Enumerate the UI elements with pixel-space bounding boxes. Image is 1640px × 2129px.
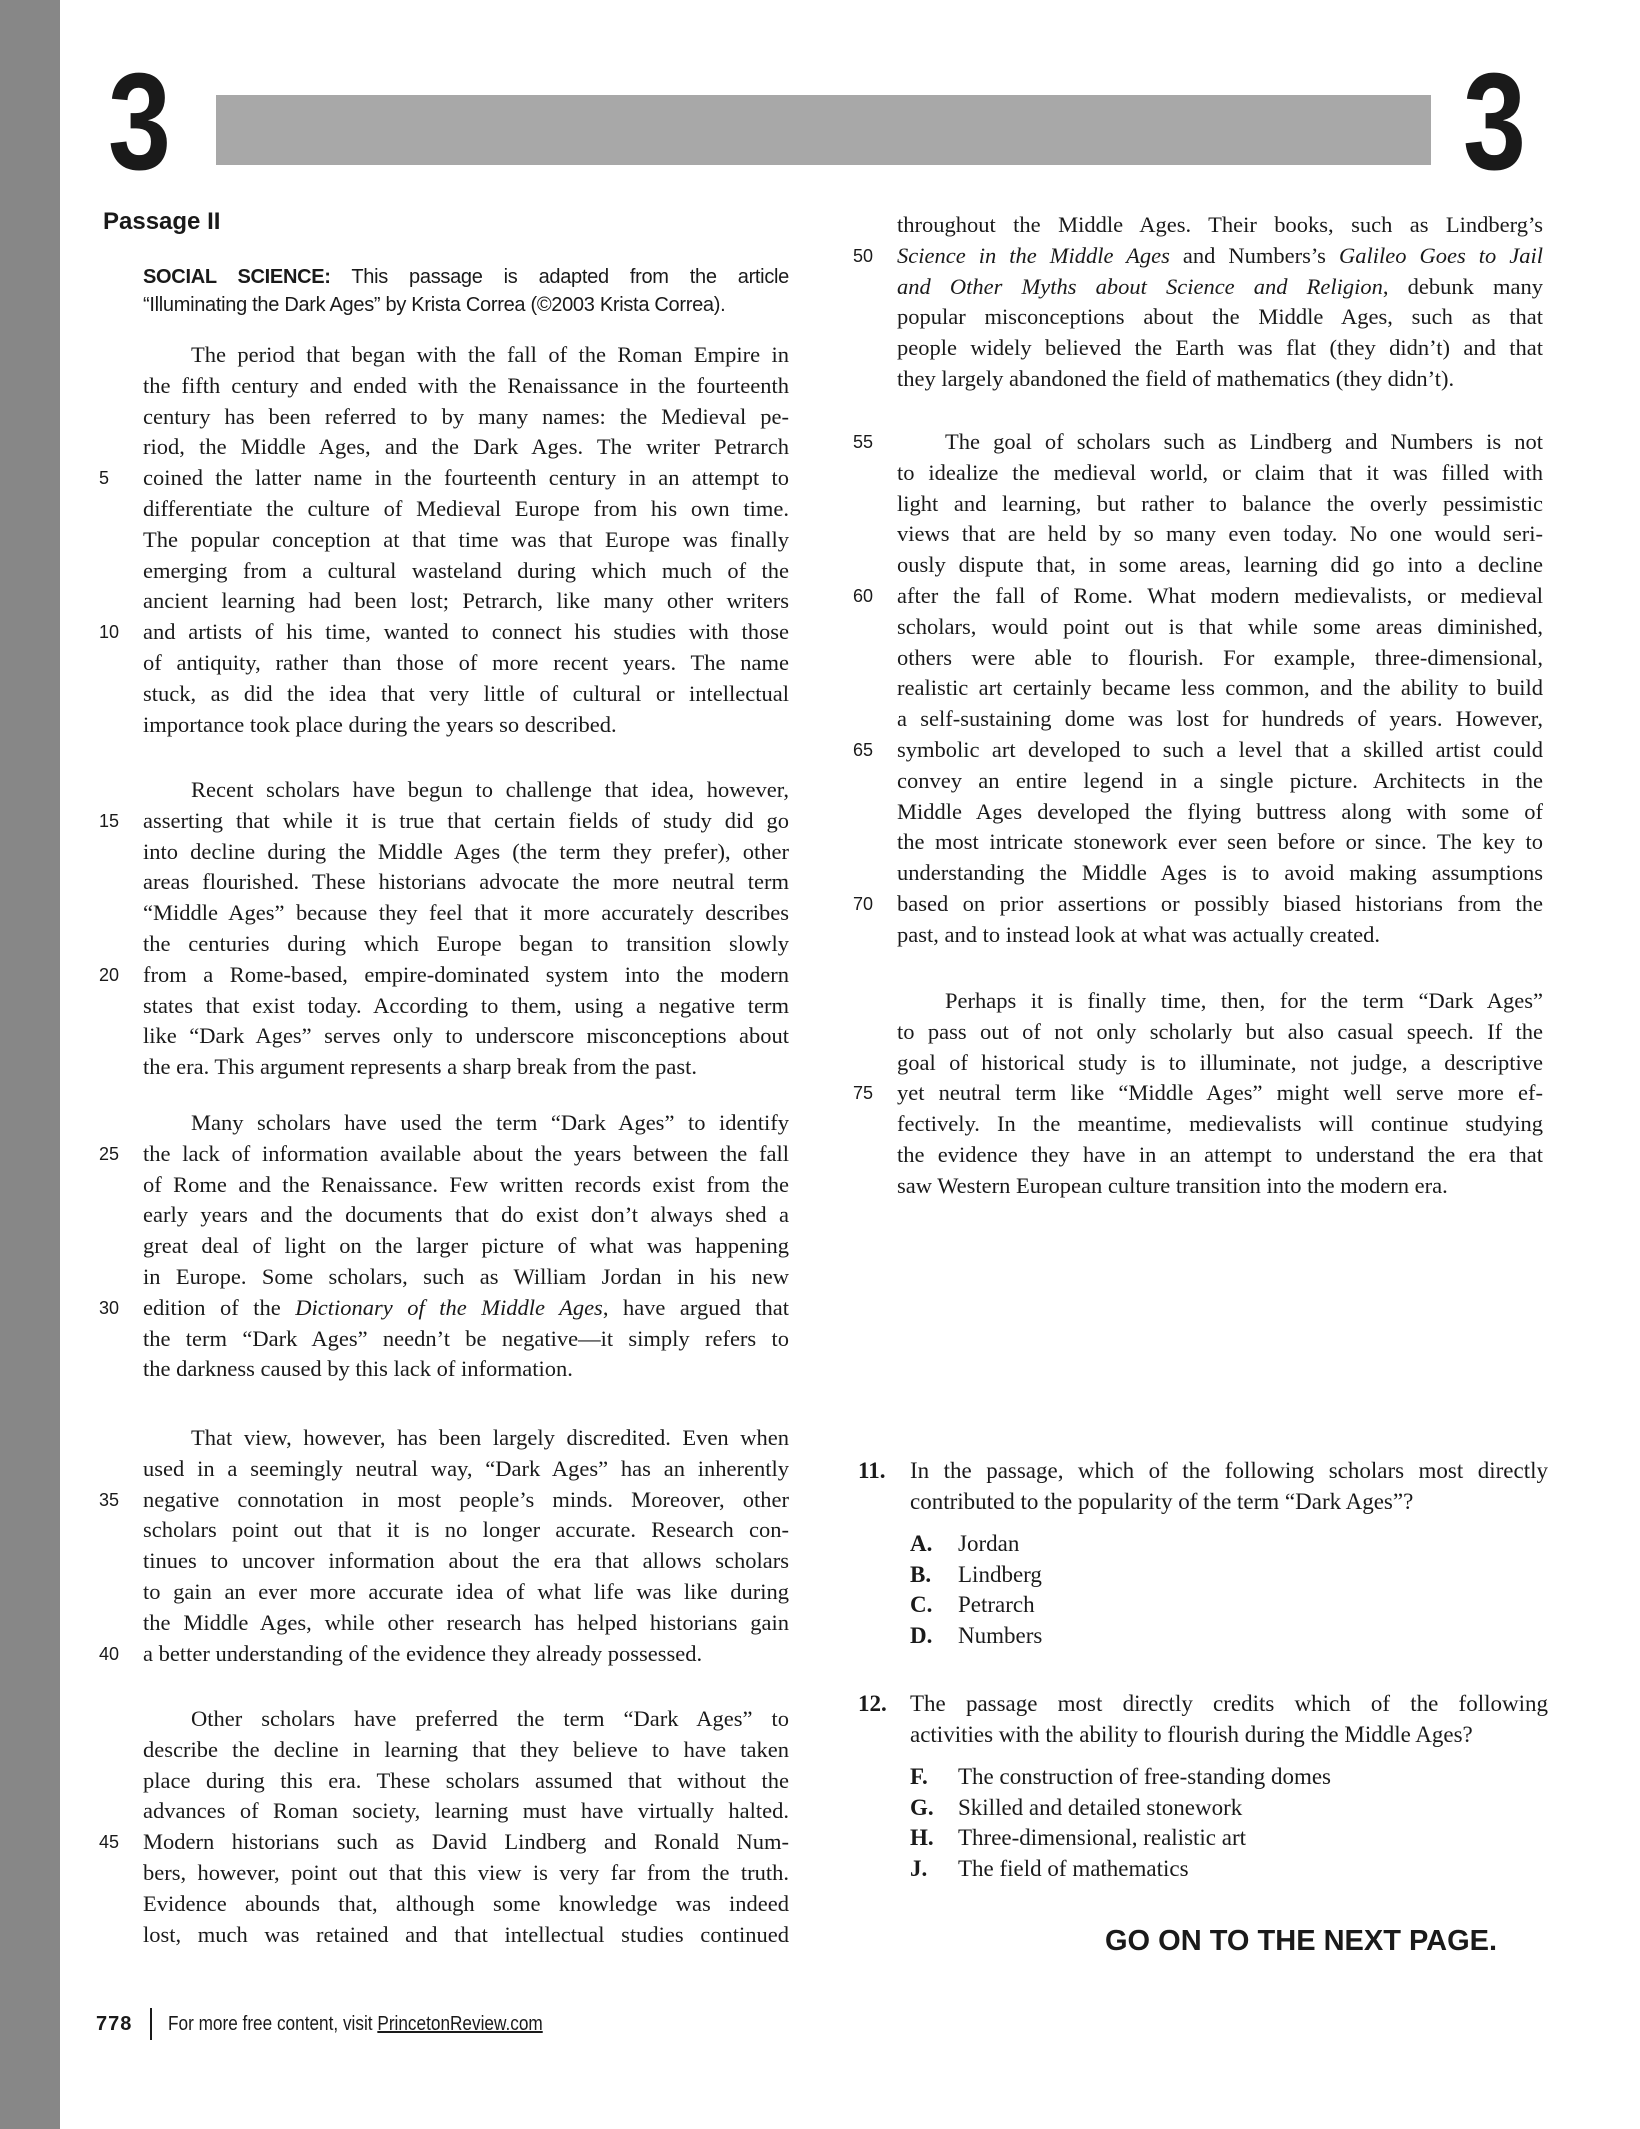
footer-promo-text: For more free content, visit: [167, 2012, 378, 2035]
line-text: throughout the Middle Ages. Their books, such as Lindberg’s: [897, 212, 1543, 237]
line-number: 35: [99, 1489, 120, 1510]
question-stem: contributed to the popularity of the term “Dark Ages”?: [910, 1489, 1414, 1514]
passage-line: [897, 458, 1543, 489]
line-text: importance took place during the years so described.: [143, 711, 617, 737]
question-stem: The passage most directly credits which of the following: [910, 1691, 1548, 1716]
passage-line: [897, 1017, 1543, 1048]
italic-title: Science in the Middle Ages: [897, 242, 1170, 268]
passage-line: [143, 1200, 789, 1231]
passage-line: [897, 766, 1543, 797]
passage-line: [897, 364, 1543, 395]
option-letter: A.: [910, 1531, 933, 1556]
passage-line: [143, 775, 789, 806]
answer-option[interactable]: [910, 1854, 1548, 1885]
passage-line: [897, 673, 1543, 704]
paragraph: [853, 210, 1544, 395]
line-text: goal of historical study is to illuminate, not judge, a descriptive: [897, 1049, 1543, 1075]
line-text: in Europe. Some scholars, such as William Jordan in his new: [143, 1263, 789, 1289]
answer-option[interactable]: [910, 1823, 1548, 1854]
passage-line: [853, 735, 1543, 766]
option-text: Numbers: [958, 1622, 1043, 1648]
line-number: 15: [99, 810, 120, 831]
line-text: areas flourished. These historians advocate the more neutral term: [143, 869, 789, 895]
passage-line: [143, 371, 789, 402]
line-text: tinues to uncover information about the era that allows scholars: [143, 1548, 789, 1574]
line-text: describe the decline in learning that they believe to have taken: [143, 1736, 789, 1762]
passage-line: [143, 837, 789, 868]
passage-line: [99, 617, 789, 648]
passage-line: [143, 1704, 789, 1735]
line-text: scholars point out that it is no longer accurate. Research con-: [143, 1517, 789, 1543]
question-stem: In the passage, which of the following scholars most directly: [910, 1458, 1548, 1483]
passage-line: [897, 797, 1543, 828]
line-text: popular misconceptions about the Middle Ages, such as that: [897, 304, 1543, 330]
line-text: the centuries during which Europe began to transition slowly: [143, 930, 789, 956]
italic-title: Dictionary of the Middle Ages: [295, 1294, 603, 1320]
passage-line: [897, 550, 1543, 581]
line-text: to idealize the medieval world, or claim that it was filled with: [897, 459, 1543, 485]
line-text: they largely abandoned the field of mathematics (they didn’t).: [897, 365, 1455, 391]
passage-line: [143, 1889, 789, 1920]
line-text: negative connotation in most people’s minds. Moreover, other: [143, 1486, 789, 1512]
line-number: 55: [853, 432, 874, 452]
passage-line: [897, 920, 1543, 951]
passage-line: [143, 867, 789, 898]
passage-line: [143, 679, 789, 710]
line-text: ancient learning had been lost; Petrarch, like many other writers: [143, 588, 789, 614]
question-stem: activities with the ability to flourish during the Middle Ages?: [910, 1722, 1473, 1747]
line-text: the lack of information available about the years between the fall: [143, 1140, 789, 1166]
line-text: a self-sustaining dome was lost for hundreds of years. However,: [897, 706, 1543, 732]
line-text: Other scholars have preferred the term “Dark Ages” to: [191, 1706, 789, 1731]
line-text: The popular conception at that time was that Europe was finally: [143, 526, 789, 552]
line-number: 5: [99, 468, 110, 489]
passage-line: [99, 1639, 789, 1670]
line-text: of Rome and the Renaissance. Few written records exist from the: [143, 1171, 789, 1197]
line-text: to gain an ever more accurate idea of what life was like during: [143, 1578, 789, 1604]
page-number: 778: [96, 2012, 133, 2035]
passage-line: [99, 1293, 789, 1324]
option-text: The field of mathematics: [958, 1855, 1189, 1881]
line-text: the era. This argument represents a sharp break from the past.: [143, 1054, 697, 1080]
paragraph: [853, 427, 1543, 951]
paragraph: [99, 1423, 789, 1669]
line-number: 70: [853, 893, 874, 914]
passage-line: [853, 581, 1543, 612]
line-number: 60: [853, 585, 874, 606]
passage-line: [897, 986, 1543, 1017]
answer-option[interactable]: [910, 1560, 1548, 1591]
passage-line: [143, 556, 789, 587]
passage-line: [99, 806, 789, 837]
line-text: past, and to instead look at what was actually created.: [897, 921, 1380, 947]
line-text: used in a seemingly neutral way, “Dark Ages” has an inherently: [143, 1455, 789, 1481]
passage-line: [897, 1048, 1543, 1079]
answer-option[interactable]: [910, 1621, 1548, 1652]
line-text: emerging from a cultural wasteland during which much of the: [143, 557, 789, 583]
paragraph: [99, 775, 789, 1083]
line-text: convey an entire legend in a single picture. Architects in the: [897, 767, 1543, 793]
italic-title: Galileo Goes to Jail: [1338, 242, 1544, 268]
line-text: coined the latter name in the fourteenth century in an attempt to: [143, 465, 789, 491]
line-number: 50: [853, 245, 874, 266]
passage-line: [99, 1827, 789, 1858]
passage-line: [853, 889, 1543, 920]
line-text: Modern historians such as David Lindberg and Ronald Num-: [143, 1829, 789, 1855]
line-text: lost, much was retained and that intellectual studies continued: [143, 1921, 789, 1947]
passage-line: [143, 710, 789, 741]
option-text: The construction of free-standing domes: [958, 1764, 1331, 1789]
line-text: the most intricate stonework ever seen before or since. The key to: [897, 829, 1543, 855]
passage-line: [897, 302, 1543, 333]
line-text: Many scholars have used the term “Dark Ages” to identify: [191, 1110, 789, 1135]
line-text: the fifth century and ended with the Renaissance in the fourteenth: [143, 372, 789, 398]
passage-line: [143, 1608, 789, 1639]
paragraph: [853, 986, 1543, 1202]
paragraph: [99, 340, 789, 740]
option-text: Three-dimensional, realistic art: [958, 1825, 1247, 1850]
passage-line: [143, 1423, 789, 1454]
passage-line: [143, 586, 789, 617]
passage-line: [143, 432, 789, 463]
passage-line: [143, 1324, 789, 1355]
answer-option[interactable]: [910, 1793, 1548, 1824]
line-text: light and learning, but rather to balance the overly pessimistic: [897, 490, 1543, 516]
passage-line: [897, 519, 1543, 550]
intro-text-line2: “Illuminating the Dark Ages” by Krista Correa (©2003 Krista Correa).: [143, 294, 726, 316]
paragraph: [99, 1704, 789, 1950]
intro-text-line1: This passage is adapted from the article: [330, 266, 789, 288]
line-text: That view, however, has been largely discredited. Even when: [191, 1425, 789, 1450]
line-text: great deal of light on the larger picture of what was happening: [143, 1233, 789, 1259]
line-text: from a Rome-based, empire-dominated system into the modern: [143, 961, 789, 987]
line-text: Middle Ages developed the flying buttress along with some of: [897, 798, 1543, 824]
line-text: of antiquity, rather than those of more recent years. The name: [143, 649, 789, 675]
passage-line: [143, 991, 789, 1022]
line-text: and artists of his time, wanted to connect his studies with those: [143, 619, 789, 645]
paragraph: [99, 1108, 789, 1385]
passage-line: [143, 1052, 789, 1083]
passage-line: [143, 898, 789, 929]
line-number: 45: [99, 1832, 120, 1853]
passage-line: [853, 1078, 1543, 1109]
line-text: scholars, would point out is that while some areas diminished,: [897, 613, 1543, 639]
passage-line: [99, 960, 789, 991]
passage-line: [99, 1139, 789, 1170]
passage-line: [143, 1231, 789, 1262]
passage-line: [99, 1485, 789, 1516]
section-header-bar: [216, 95, 1431, 165]
passage-line: [143, 1735, 789, 1766]
line-text: Recent scholars have begun to challenge that idea, however,: [191, 777, 789, 802]
passage-line: [897, 1140, 1543, 1171]
line-text: the term “Dark Ages” needn’t be negative—it simply refers to: [143, 1325, 789, 1351]
line-number: 30: [99, 1297, 120, 1318]
question-12: [858, 1688, 1548, 1884]
question-number: 11.: [858, 1458, 886, 1483]
line-text: based on prior assertions or possibly biased historians from the: [897, 890, 1543, 916]
option-text: Skilled and detailed stonework: [958, 1794, 1243, 1820]
passage-line: [143, 525, 789, 556]
line-text: understanding the Middle Ages is to avoid making assumptions: [897, 860, 1543, 886]
option-letter: F.: [910, 1764, 928, 1789]
line-text: asserting that while it is true that certain fields of study did go: [143, 807, 789, 833]
line-text: ously dispute that, in some areas, learning did go into a decline: [897, 552, 1543, 578]
line-text: saw Western European culture transition into the modern era.: [897, 1172, 1448, 1198]
passage-line: [143, 1920, 789, 1951]
passage-line: [143, 1858, 789, 1889]
line-number: 40: [99, 1643, 120, 1664]
passage-line: [143, 929, 789, 960]
answer-option[interactable]: [910, 1590, 1548, 1621]
line-text: views that are held by so many even today. No one would seri-: [897, 521, 1543, 547]
line-number: 20: [99, 964, 120, 985]
passage-line: [143, 1262, 789, 1293]
line-text: after the fall of Rome. What modern medievalists, or medieval: [897, 582, 1543, 608]
passage-line: [143, 1515, 789, 1546]
passage-line: [99, 463, 789, 494]
option-text: Lindberg: [958, 1561, 1042, 1587]
line-text: place during this era. These scholars assumed that without the: [143, 1767, 789, 1793]
line-text: , debunk many: [1382, 273, 1543, 299]
line-text: The period that began with the fall of the Roman Empire in: [191, 342, 789, 367]
option-letter: C.: [910, 1592, 933, 1617]
passage-label: Passage II: [103, 208, 221, 235]
passage-line: [853, 241, 1544, 272]
passage-line: [143, 1021, 789, 1052]
line-text: advances of Roman society, learning must have virtually halted.: [143, 1798, 789, 1824]
passage-line: [897, 272, 1543, 303]
footer-promo: [168, 2013, 543, 2036]
line-text: edition of the: [143, 1294, 296, 1320]
passage-line: [143, 1577, 789, 1608]
line-text: fectively. In the meantime, medievalists will continue studying: [897, 1111, 1543, 1137]
passage-line: [897, 1109, 1543, 1140]
passage-line: [143, 1546, 789, 1577]
page-footer: [96, 2008, 604, 2040]
passage-line: [897, 704, 1543, 735]
line-text: people widely believed the Earth was flat (they didn’t) and that: [897, 335, 1543, 361]
line-text: the evidence they have in an attempt to understand the era that: [897, 1141, 1543, 1167]
passage-line: [897, 489, 1543, 520]
line-text: others were able to flourish. For example, three-dimensional,: [897, 644, 1543, 670]
line-text: Evidence abounds that, although some knowledge was indeed: [143, 1890, 789, 1916]
italic-title: and Other Myths about Science and Religion: [897, 273, 1383, 299]
line-text: riod, the Middle Ages, and the Dark Ages. The writer Petrarch: [143, 434, 789, 460]
passage-line: [897, 612, 1543, 643]
answer-options: [910, 1762, 1548, 1884]
line-text: symbolic art developed to such a level that a skilled artist could: [897, 736, 1543, 762]
line-text: century has been referred to by many names: the Medieval pe-: [143, 403, 789, 429]
line-text: into decline during the Middle Ages (the term they prefer), other: [143, 838, 789, 864]
answer-option[interactable]: [910, 1529, 1548, 1560]
passage-intro: [143, 263, 789, 319]
line-text: and Numbers’s: [1169, 242, 1339, 268]
line-text: differentiate the culture of Medieval Europe from his own time.: [143, 495, 789, 521]
passage-line: [853, 427, 1543, 458]
section-number-right: 3: [1463, 45, 1526, 199]
line-text: yet neutral term like “Middle Ages” might well serve more ef-: [897, 1080, 1543, 1106]
line-number: 25: [99, 1143, 120, 1164]
passage-line: [143, 1454, 789, 1485]
option-letter: D.: [910, 1622, 933, 1648]
princeton-review-link[interactable]: PrincetonReview.com: [377, 2012, 543, 2035]
answer-options: [910, 1529, 1548, 1651]
line-text: bers, however, point out that this view is very far from the truth.: [143, 1859, 789, 1885]
line-text: states that exist today. According to them, using a negative term: [143, 992, 789, 1018]
passage-line: [143, 648, 789, 679]
passage-line: [143, 1766, 789, 1797]
line-text: the darkness caused by this lack of information.: [143, 1356, 573, 1382]
line-text: realistic art certainly became less common, and the ability to build: [897, 675, 1543, 701]
passage-line: [143, 1108, 789, 1139]
option-text: Jordan: [958, 1531, 1020, 1556]
option-letter: H.: [910, 1825, 934, 1850]
line-text: The goal of scholars such as Lindberg and Numbers is not: [945, 429, 1543, 454]
passage-line: [897, 827, 1543, 858]
line-text: the Middle Ages, while other research has helped historians gain: [143, 1609, 789, 1635]
footer-divider: [150, 2008, 152, 2040]
intro-category: SOCIAL SCIENCE:: [143, 266, 331, 288]
passage-line: [143, 1354, 789, 1385]
line-text: early years and the documents that do exist don’t always shed a: [143, 1202, 789, 1228]
line-number: 10: [99, 622, 120, 643]
passage-line: [143, 1796, 789, 1827]
passage-line: [143, 494, 789, 525]
go-on-next-page: GO ON TO THE NEXT PAGE.: [1105, 1925, 1498, 1957]
passage-line: [897, 333, 1543, 364]
option-letter: G.: [910, 1794, 934, 1820]
line-text: stuck, as did the idea that very little of cultural or intellectual: [143, 680, 789, 706]
passage-line: [897, 1171, 1543, 1202]
line-number: 65: [853, 739, 874, 760]
line-text: to pass out of not only scholarly but also casual speech. If the: [897, 1018, 1543, 1044]
option-text: Petrarch: [958, 1592, 1035, 1617]
line-text: a better understanding of the evidence they already possessed.: [143, 1640, 703, 1666]
line-text: , have argued that: [602, 1294, 789, 1320]
question-11: [858, 1455, 1548, 1651]
line-number: 75: [853, 1083, 874, 1104]
line-text: Perhaps it is finally time, then, for the term “Dark Ages”: [945, 988, 1543, 1013]
passage-line: [897, 858, 1543, 889]
passage-line: [143, 340, 789, 371]
question-number: 12.: [858, 1691, 887, 1716]
option-letter: B.: [910, 1561, 932, 1587]
passage-line: [897, 643, 1543, 674]
answer-option[interactable]: [910, 1762, 1548, 1793]
section-number-left: 3: [108, 45, 171, 199]
page-edge-strip: [0, 0, 60, 2129]
passage-line: [143, 402, 789, 433]
option-letter: J.: [910, 1855, 928, 1881]
passage-line: [897, 210, 1543, 241]
passage-line: [143, 1170, 789, 1201]
line-text: like “Dark Ages” serves only to underscore misconceptions about: [143, 1023, 789, 1049]
line-text: “Middle Ages” because they feel that it more accurately describes: [143, 900, 789, 926]
